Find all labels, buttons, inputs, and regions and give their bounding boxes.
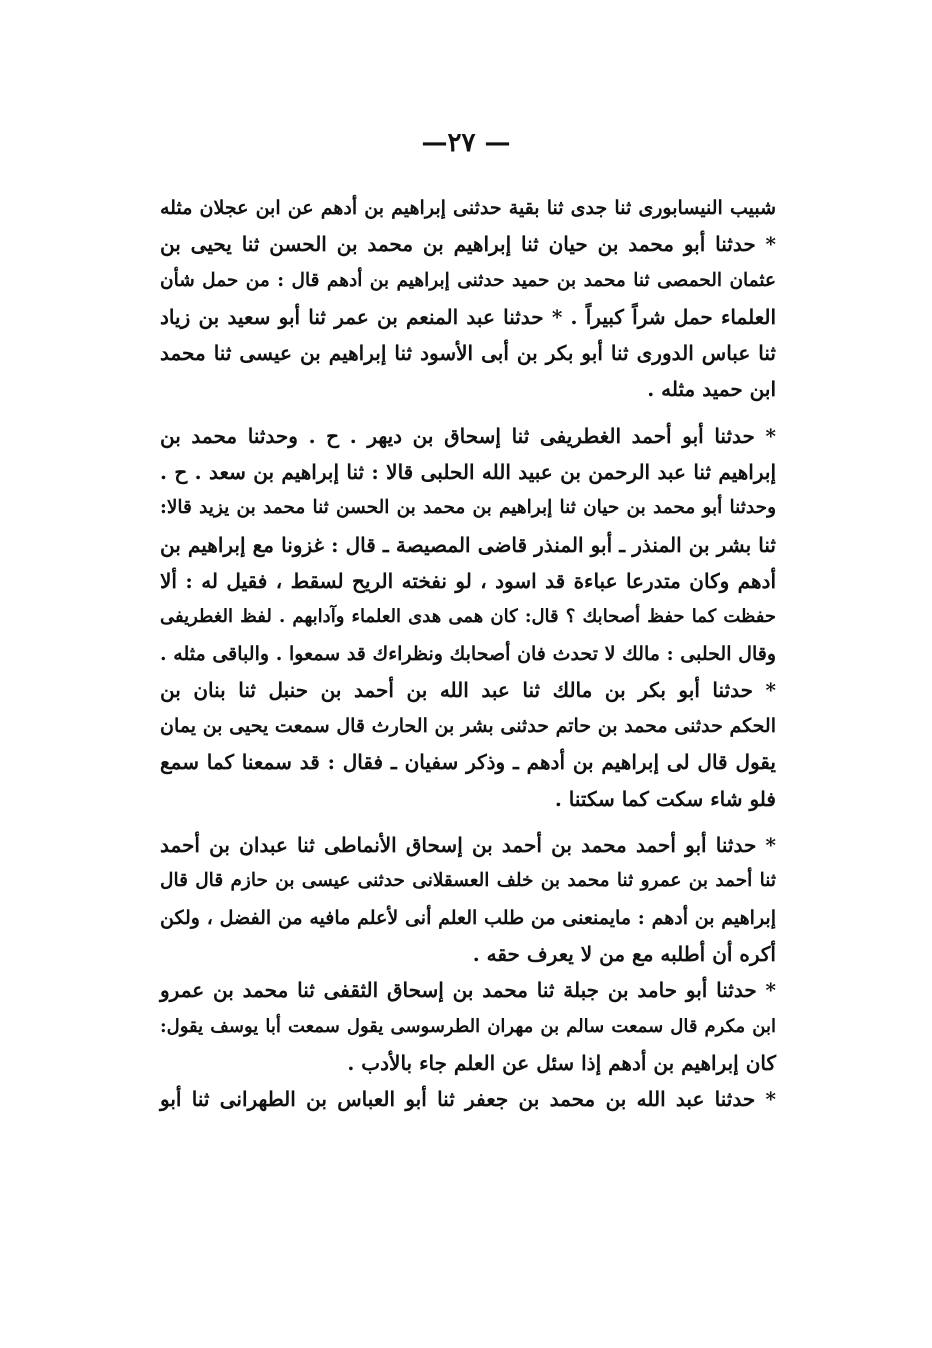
text-line: وقال الحلبى : مالك لا تحدث فان أصحابك ونظراءك قد سمعوا . والباقى مثله .	[160, 642, 776, 665]
text-line: ابن مكرم قال سمعت سالم بن مهران الطرسوسى يقول سمعت أبا يوسف يقول:	[160, 1015, 776, 1037]
text-line: أدهم وكان متدرعا عباءة قد اسود ، لو نفخته الريح لسقط ، فقيل له : ألا	[160, 568, 776, 593]
text-line: * حدثنا أبو بكر بن مالك ثنا عبد الله بن أحمد بن حنبل ثنا بنان بن	[160, 677, 776, 702]
text-line: * حدثنا أبو أحمد الغطريفى ثنا إسحاق بن ديهر . ح . وحدثنا محمد بن	[160, 423, 776, 448]
text-line: شبيب النيسابورى ثنا جدى ثنا بقية حدثنى إبراهيم بن أدهم عن ابن عجلان مثله	[160, 197, 776, 219]
text-line: ابن حميد مثله .	[647, 377, 776, 402]
page-number: — ٢٧—	[421, 128, 511, 158]
text-line: * حدثنا عبد الله بن محمد بن جعفر ثنا أبو العباس بن الطهرانى ثنا أبو	[160, 1087, 776, 1112]
text-line: أكره أن أطلبه مع من لا يعرف حقه .	[472, 941, 776, 966]
text-line: يقول قال لى إبراهيم بن أدهم ـ وذكر سفيان ـ فقال : قد سمعنا كما سمع	[160, 750, 776, 775]
text-line: عثمان الحمصى ثنا محمد بن حميد حدثنى إبراهيم بن أدهم قال : من حمل شأن	[160, 269, 776, 291]
text-line: إبراهيم ثنا عبد الرحمن بن عبيد الله الحلبى قالا : ثنا إبراهيم بن سعد . ح .	[160, 460, 776, 485]
text-line: إبراهيم بن أدهم : مايمنعنى من طلب العلم أنى لأعلم مافيه من الفضل ، ولكن	[160, 906, 776, 929]
text-line: * حدثنا أبو حامد بن جبلة ثنا محمد بن إسحاق الثقفى ثنا محمد بن عمرو	[160, 978, 776, 1003]
text-line: كان إبراهيم بن أدهم إذا سئل عن العلم جاء بالأدب .	[347, 1050, 776, 1075]
text-line: حفظت كما حفظ أصحابك ؟ قال: كان همى هدى العلماء وآدابهم . لفظ الغطريفى	[160, 606, 776, 628]
text-line: * حدثنا أبو محمد بن حيان ثنا إبراهيم بن محمد بن الحسن ثنا يحيى بن	[160, 232, 776, 257]
text-line: ثنا بشر بن المنذر ـ أبو المنذر قاضى المصيصة ـ قال : غزونا مع إبراهيم بن	[160, 532, 776, 557]
text-line: الحكم حدثنى محمد بن حاتم حدثنى بشر بن الحارث قال سمعت يحيى بن يمان	[160, 715, 776, 738]
text-line: ثنا عباس الدورى ثنا أبو بكر بن أبى الأسود ثنا إبراهيم بن عيسى ثنا محمد	[160, 341, 776, 366]
text-line: العلماء حمل شراً كبيراً . * حدثنا عبد المنعم بن عمر ثنا أبو سعيد بن زياد	[160, 304, 776, 329]
text-line: فلو شاء سكت كما سكتنا .	[554, 786, 776, 811]
text-line: وحدثنا أبو محمد بن حيان ثنا إبراهيم بن محمد بن الحسن ثنا محمد بن يزيد قالا:	[160, 497, 776, 519]
text-line: ثنا أحمد بن عمرو ثنا محمد بن خلف العسقلانى حدثنى عيسى بن حازم قال قال	[160, 870, 776, 892]
text-line: * حدثنا أبو أحمد محمد بن أحمد بن إسحاق الأنماطى ثنا عبدان بن أحمد	[160, 833, 776, 858]
body-text	[160, 190, 776, 1117]
